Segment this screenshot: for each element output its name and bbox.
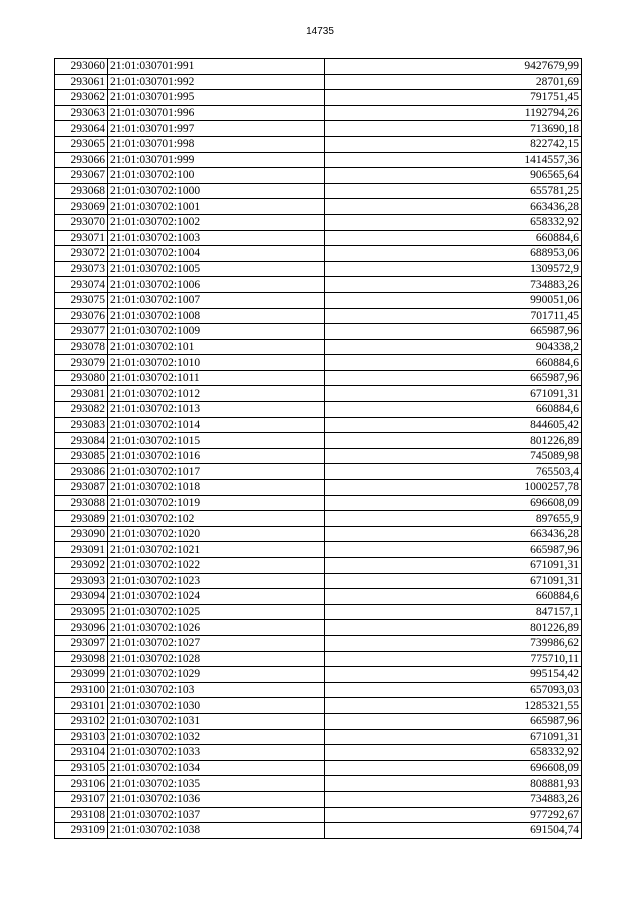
row-number-cell: 293075 <box>55 292 108 308</box>
cadastral-number-cell: 21:01:030702:103 <box>108 682 325 698</box>
table-row <box>55 105 582 121</box>
cadastral-number-cell: 21:01:030702:1013 <box>108 402 325 418</box>
cadastral-value-cell: 765503,4 <box>325 464 582 480</box>
row-number-cell: 293070 <box>55 214 108 230</box>
cadastral-number-cell: 21:01:030702:1022 <box>108 558 325 574</box>
table-row <box>55 121 582 137</box>
cadastral-value-cell: 745089,98 <box>325 448 582 464</box>
row-number-cell: 293104 <box>55 745 108 761</box>
cadastral-value-cell: 663436,28 <box>325 526 582 542</box>
table-row <box>55 355 582 371</box>
cadastral-number-cell: 21:01:030702:1003 <box>108 230 325 246</box>
table-row <box>55 760 582 776</box>
cadastral-value-cell: 671091,31 <box>325 729 582 745</box>
cadastral-number-cell: 21:01:030701:995 <box>108 90 325 106</box>
table-row <box>55 495 582 511</box>
row-number-cell: 293107 <box>55 791 108 807</box>
row-number-cell: 293087 <box>55 480 108 496</box>
cadastral-value-cell: 660884,6 <box>325 402 582 418</box>
table-row <box>55 90 582 106</box>
cadastral-value-cell: 665987,96 <box>325 324 582 340</box>
cadastral-value-cell: 739986,62 <box>325 635 582 651</box>
row-number-cell: 293063 <box>55 105 108 121</box>
cadastral-number-cell: 21:01:030701:999 <box>108 152 325 168</box>
table-row <box>55 776 582 792</box>
cadastral-number-cell: 21:01:030702:1028 <box>108 651 325 667</box>
row-number-cell: 293076 <box>55 308 108 324</box>
cadastral-number-cell: 21:01:030701:996 <box>108 105 325 121</box>
table-body <box>55 59 582 839</box>
cadastral-number-cell: 21:01:030702:1009 <box>108 324 325 340</box>
cadastral-number-cell: 21:01:030702:1011 <box>108 370 325 386</box>
table-row <box>55 620 582 636</box>
table-row <box>55 214 582 230</box>
row-number-cell: 293081 <box>55 386 108 402</box>
table-row <box>55 480 582 496</box>
table-row <box>55 682 582 698</box>
cadastral-number-cell: 21:01:030702:1018 <box>108 480 325 496</box>
cadastral-number-cell: 21:01:030702:1015 <box>108 433 325 449</box>
cadastral-number-cell: 21:01:030702:102 <box>108 511 325 527</box>
row-number-cell: 293066 <box>55 152 108 168</box>
cadastral-number-cell: 21:01:030702:1021 <box>108 542 325 558</box>
table-row <box>55 168 582 184</box>
table-row <box>55 807 582 823</box>
table-row <box>55 183 582 199</box>
cadastral-number-cell: 21:01:030701:997 <box>108 121 325 137</box>
cadastral-value-cell: 665987,96 <box>325 370 582 386</box>
table-row <box>55 386 582 402</box>
cadastral-number-cell: 21:01:030702:1037 <box>108 807 325 823</box>
cadastral-value-cell: 801226,89 <box>325 433 582 449</box>
row-number-cell: 293109 <box>55 823 108 839</box>
cadastral-value-cell: 665987,96 <box>325 542 582 558</box>
row-number-cell: 293093 <box>55 573 108 589</box>
cadastral-value-cell: 663436,28 <box>325 199 582 215</box>
cadastral-value-table <box>54 58 582 839</box>
cadastral-number-cell: 21:01:030702:1026 <box>108 620 325 636</box>
row-number-cell: 293102 <box>55 713 108 729</box>
row-number-cell: 293091 <box>55 542 108 558</box>
cadastral-value-cell: 1414557,36 <box>325 152 582 168</box>
table-row <box>55 402 582 418</box>
cadastral-number-cell: 21:01:030702:1024 <box>108 589 325 605</box>
row-number-cell: 293078 <box>55 339 108 355</box>
cadastral-value-cell: 9427679,99 <box>325 59 582 75</box>
table-row <box>55 464 582 480</box>
row-number-cell: 293094 <box>55 589 108 605</box>
cadastral-value-cell: 660884,6 <box>325 230 582 246</box>
row-number-cell: 293106 <box>55 776 108 792</box>
table-row <box>55 558 582 574</box>
cadastral-value-cell: 1309572,9 <box>325 261 582 277</box>
cadastral-value-cell: 696608,09 <box>325 760 582 776</box>
cadastral-value-cell: 847157,1 <box>325 604 582 620</box>
table-row <box>55 59 582 75</box>
cadastral-number-cell: 21:01:030702:1002 <box>108 214 325 230</box>
cadastral-value-cell: 844605,42 <box>325 417 582 433</box>
cadastral-number-cell: 21:01:030702:1027 <box>108 635 325 651</box>
table-row <box>55 791 582 807</box>
cadastral-number-cell: 21:01:030702:1010 <box>108 355 325 371</box>
cadastral-number-cell: 21:01:030702:1008 <box>108 308 325 324</box>
cadastral-value-cell: 671091,31 <box>325 386 582 402</box>
row-number-cell: 293095 <box>55 604 108 620</box>
cadastral-value-cell: 801226,89 <box>325 620 582 636</box>
cadastral-value-cell: 822742,15 <box>325 136 582 152</box>
table-row <box>55 823 582 839</box>
cadastral-number-cell: 21:01:030702:1019 <box>108 495 325 511</box>
row-number-cell: 293062 <box>55 90 108 106</box>
row-number-cell: 293096 <box>55 620 108 636</box>
row-number-cell: 293082 <box>55 402 108 418</box>
table-row <box>55 511 582 527</box>
row-number-cell: 293101 <box>55 698 108 714</box>
table-row <box>55 308 582 324</box>
cadastral-value-cell: 660884,6 <box>325 355 582 371</box>
row-number-cell: 293108 <box>55 807 108 823</box>
table-row <box>55 277 582 293</box>
page-number: 14735 <box>306 26 334 37</box>
cadastral-value-cell: 658332,92 <box>325 745 582 761</box>
cadastral-value-cell: 696608,09 <box>325 495 582 511</box>
cadastral-value-cell: 658332,92 <box>325 214 582 230</box>
row-number-cell: 293080 <box>55 370 108 386</box>
table-row <box>55 152 582 168</box>
row-number-cell: 293064 <box>55 121 108 137</box>
cadastral-number-cell: 21:01:030702:1001 <box>108 199 325 215</box>
row-number-cell: 293083 <box>55 417 108 433</box>
cadastral-number-cell: 21:01:030702:1025 <box>108 604 325 620</box>
table-row <box>55 526 582 542</box>
table-row <box>55 433 582 449</box>
cadastral-value-cell: 1192794,26 <box>325 105 582 121</box>
table-row <box>55 324 582 340</box>
table-row <box>55 339 582 355</box>
cadastral-number-cell: 21:01:030702:101 <box>108 339 325 355</box>
row-number-cell: 293068 <box>55 183 108 199</box>
cadastral-value-cell: 734883,26 <box>325 277 582 293</box>
table-row <box>55 713 582 729</box>
cadastral-number-cell: 21:01:030702:1030 <box>108 698 325 714</box>
table-row <box>55 370 582 386</box>
cadastral-value-cell: 691504,74 <box>325 823 582 839</box>
cadastral-number-cell: 21:01:030702:1012 <box>108 386 325 402</box>
table-row <box>55 651 582 667</box>
table-row <box>55 230 582 246</box>
cadastral-number-cell: 21:01:030702:1034 <box>108 760 325 776</box>
table-row <box>55 292 582 308</box>
cadastral-value-cell: 1000257,78 <box>325 480 582 496</box>
row-number-cell: 293073 <box>55 261 108 277</box>
cadastral-number-cell: 21:01:030702:1007 <box>108 292 325 308</box>
cadastral-value-cell: 977292,67 <box>325 807 582 823</box>
cadastral-value-cell: 660884,6 <box>325 589 582 605</box>
cadastral-value-cell: 808881,93 <box>325 776 582 792</box>
row-number-cell: 293097 <box>55 635 108 651</box>
cadastral-number-cell: 21:01:030702:1020 <box>108 526 325 542</box>
cadastral-value-cell: 791751,45 <box>325 90 582 106</box>
row-number-cell: 293099 <box>55 667 108 683</box>
cadastral-number-cell: 21:01:030701:992 <box>108 74 325 90</box>
table-row <box>55 573 582 589</box>
row-number-cell: 293067 <box>55 168 108 184</box>
cadastral-value-cell: 671091,31 <box>325 558 582 574</box>
table-row <box>55 667 582 683</box>
table-row <box>55 729 582 745</box>
row-number-cell: 293079 <box>55 355 108 371</box>
row-number-cell: 293098 <box>55 651 108 667</box>
cadastral-value-cell: 28701,69 <box>325 74 582 90</box>
cadastral-value-cell: 657093,03 <box>325 682 582 698</box>
row-number-cell: 293060 <box>55 59 108 75</box>
cadastral-number-cell: 21:01:030702:1005 <box>108 261 325 277</box>
cadastral-value-cell: 734883,26 <box>325 791 582 807</box>
table-row <box>55 698 582 714</box>
cadastral-number-cell: 21:01:030702:1006 <box>108 277 325 293</box>
cadastral-number-cell: 21:01:030702:1032 <box>108 729 325 745</box>
cadastral-number-cell: 21:01:030702:1029 <box>108 667 325 683</box>
row-number-cell: 293072 <box>55 246 108 262</box>
cadastral-value-cell: 701711,45 <box>325 308 582 324</box>
cadastral-number-cell: 21:01:030702:1035 <box>108 776 325 792</box>
cadastral-number-cell: 21:01:030702:1014 <box>108 417 325 433</box>
row-number-cell: 293100 <box>55 682 108 698</box>
table-row <box>55 246 582 262</box>
cadastral-value-cell: 688953,06 <box>325 246 582 262</box>
row-number-cell: 293088 <box>55 495 108 511</box>
table-row <box>55 74 582 90</box>
cadastral-value-cell: 897655,9 <box>325 511 582 527</box>
row-number-cell: 293086 <box>55 464 108 480</box>
table-row <box>55 448 582 464</box>
row-number-cell: 293065 <box>55 136 108 152</box>
row-number-cell: 293085 <box>55 448 108 464</box>
cadastral-value-cell: 775710,11 <box>325 651 582 667</box>
row-number-cell: 293090 <box>55 526 108 542</box>
table-row <box>55 604 582 620</box>
row-number-cell: 293071 <box>55 230 108 246</box>
table-row <box>55 199 582 215</box>
row-number-cell: 293074 <box>55 277 108 293</box>
table-row <box>55 136 582 152</box>
cadastral-value-cell: 906565,64 <box>325 168 582 184</box>
cadastral-number-cell: 21:01:030702:1000 <box>108 183 325 199</box>
table-row <box>55 417 582 433</box>
row-number-cell: 293061 <box>55 74 108 90</box>
cadastral-value-cell: 990051,06 <box>325 292 582 308</box>
row-number-cell: 293103 <box>55 729 108 745</box>
table-row <box>55 745 582 761</box>
table-row <box>55 589 582 605</box>
row-number-cell: 293069 <box>55 199 108 215</box>
row-number-cell: 293092 <box>55 558 108 574</box>
cadastral-value-cell: 671091,31 <box>325 573 582 589</box>
cadastral-number-cell: 21:01:030702:100 <box>108 168 325 184</box>
cadastral-value-cell: 995154,42 <box>325 667 582 683</box>
cadastral-number-cell: 21:01:030701:998 <box>108 136 325 152</box>
table-row <box>55 542 582 558</box>
cadastral-number-cell: 21:01:030702:1023 <box>108 573 325 589</box>
cadastral-value-cell: 904338,2 <box>325 339 582 355</box>
table-row <box>55 261 582 277</box>
cadastral-value-cell: 713690,18 <box>325 121 582 137</box>
cadastral-number-cell: 21:01:030702:1033 <box>108 745 325 761</box>
cadastral-number-cell: 21:01:030702:1038 <box>108 823 325 839</box>
cadastral-value-cell: 655781,25 <box>325 183 582 199</box>
cadastral-number-cell: 21:01:030702:1004 <box>108 246 325 262</box>
cadastral-number-cell: 21:01:030702:1016 <box>108 448 325 464</box>
cadastral-number-cell: 21:01:030701:991 <box>108 59 325 75</box>
cadastral-number-cell: 21:01:030702:1036 <box>108 791 325 807</box>
row-number-cell: 293084 <box>55 433 108 449</box>
row-number-cell: 293089 <box>55 511 108 527</box>
cadastral-number-cell: 21:01:030702:1031 <box>108 713 325 729</box>
cadastral-number-cell: 21:01:030702:1017 <box>108 464 325 480</box>
table-row <box>55 635 582 651</box>
cadastral-value-cell: 1285321,55 <box>325 698 582 714</box>
row-number-cell: 293077 <box>55 324 108 340</box>
cadastral-value-cell: 665987,96 <box>325 713 582 729</box>
row-number-cell: 293105 <box>55 760 108 776</box>
